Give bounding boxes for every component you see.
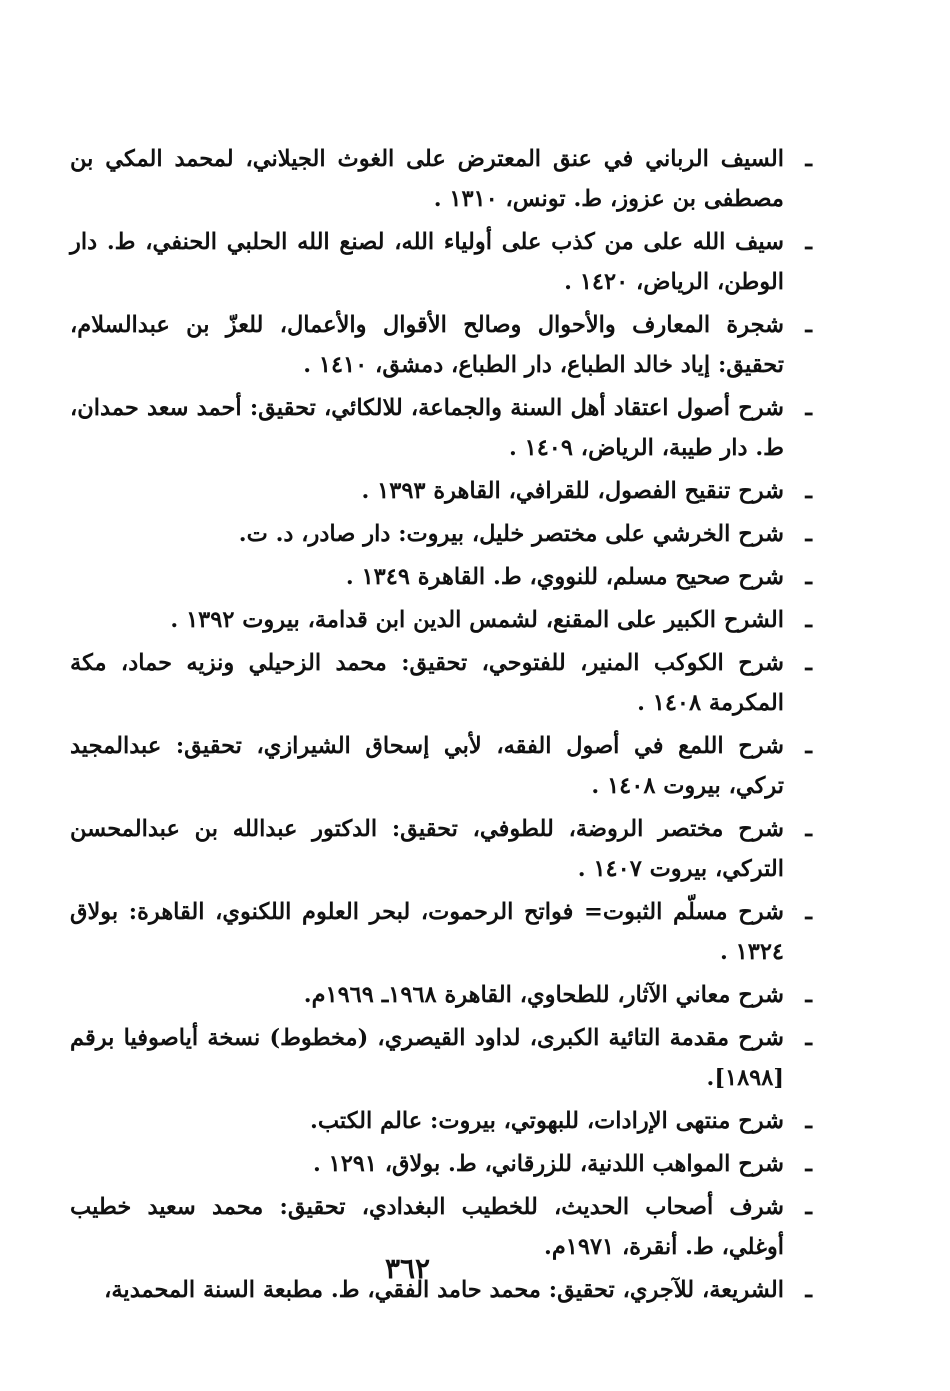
bibliography-entry [70, 1018, 812, 1098]
entry-text: شرح معاني الآثار، للطحاوي، القاهرة ١٩٦٨ـ ١٩٦٩م. [303, 982, 784, 1008]
entry-dash: ـ [805, 607, 812, 633]
bibliography-entry [70, 726, 812, 806]
bibliography-entry [70, 471, 812, 511]
entry-text: شرح مقدمة التائية الكبرى، لداود القيصري، (مخطوط) نسخة أياصوفيا برقم [١٨٩٨]. [70, 1025, 784, 1091]
bibliography-list [70, 139, 812, 1313]
entry-text: شرح الكوكب المنير، للفتوحي، تحقيق: محمد الزحيلي ونزيه حماد، مكة المكرمة ١٤٠٨ . [70, 650, 784, 716]
entry-dash: ـ [805, 982, 812, 1008]
bibliography-entry [70, 1101, 812, 1141]
entry-dash: ـ [805, 1025, 812, 1051]
entry-text: شرح اللمع في أصول الفقه، لأبي إسحاق الشيرازي، تحقيق: عبدالمجيد تركي، بيروت ١٤٠٨ . [70, 733, 784, 799]
entry-dash: ـ [805, 733, 812, 759]
entry-text: شرح أصول اعتقاد أهل السنة والجماعة، للالكائي، تحقيق: أحمد سعد حمدان، ط. دار طيبة، الرياض، ١٤٠٩ . [70, 395, 784, 461]
entry-text: شرح مختصر الروضة، للطوفي، تحقيق: الدكتور عبدالله بن عبدالمحسن التركي، بيروت ١٤٠٧ . [70, 816, 784, 882]
entry-dash: ـ [805, 1108, 812, 1134]
entry-dash: ـ [805, 1277, 812, 1303]
entry-dash: ـ [805, 1194, 812, 1220]
entry-text: السيف الرباني في عنق المعترض على الغوث الجيلاني، لمحمد المكي بن مصطفى بن عزوز، ط. تونس، ١٣١٠ . [70, 146, 784, 212]
entry-text: سيف الله على من كذب على أولياء الله، لصنع الله الحلبي الحنفي، ط. دار الوطن، الرياض، ١٤٢٠ . [70, 229, 784, 295]
entry-dash: ـ [805, 899, 812, 925]
bibliography-entry [70, 809, 812, 889]
entry-dash: ـ [805, 564, 812, 590]
entry-dash: ـ [805, 816, 812, 842]
entry-text: شرح صحيح مسلم، للنووي، ط. القاهرة ١٣٤٩ . [345, 564, 784, 590]
entry-dash: ـ [805, 1151, 812, 1177]
entry-text: شرح مسلّم الثبوت= فواتح الرحموت، لبحر العلوم اللكنوي، القاهرة: بولاق ١٣٢٤ . [70, 899, 784, 965]
entry-text: شرح تنقيح الفصول، للقرافي، القاهرة ١٣٩٣ . [361, 478, 784, 504]
entry-dash: ـ [805, 146, 812, 172]
entry-dash: ـ [805, 521, 812, 547]
bibliography-entry [70, 892, 812, 972]
bibliography-entry [70, 222, 812, 302]
bibliography-entry [70, 305, 812, 385]
bibliography-entry [70, 557, 812, 597]
entry-text: الشريعة، للآجري، تحقيق: محمد حامد الفقي، ط. مطبعة السنة المحمدية، [104, 1277, 784, 1303]
bibliography-entry [70, 388, 812, 468]
entry-text: شجرة المعارف والأحوال وصالح الأقوال والأعمال، للعزّ بن عبدالسلام، تحقيق: إياد خالد الطباع، دار الطباع، دمشق، ١٤١٠ . [70, 312, 784, 378]
entry-dash: ـ [805, 650, 812, 676]
page-number: ٣٦٢ [384, 1252, 431, 1285]
entry-text: شرف أصحاب الحديث، للخطيب البغدادي، تحقيق: محمد سعيد خطيب أوغلي، ط. أنقرة، ١٩٧١م. [70, 1194, 784, 1260]
bibliography-entry [70, 1144, 812, 1184]
entry-text: الشرح الكبير على المقنع، لشمس الدين ابن قدامة، بيروت ١٣٩٢ . [170, 607, 784, 633]
entry-dash: ـ [805, 395, 812, 421]
bibliography-entry [70, 514, 812, 554]
entry-dash: ـ [805, 312, 812, 338]
entry-dash: ـ [805, 478, 812, 504]
bibliography-entry [70, 643, 812, 723]
entry-text: شرح منتهى الإرادات، للبهوتي، بيروت: عالم الكتب. [309, 1108, 784, 1134]
bibliography-entry [70, 975, 812, 1015]
entry-dash: ـ [805, 229, 812, 255]
entry-text: شرح الخرشي على مختصر خليل، بيروت: دار صادر، د. ت. [238, 521, 784, 547]
bibliography-entry [70, 139, 812, 219]
entry-text: شرح المواهب اللدنية، للزرقاني، ط. بولاق، ١٢٩١ . [312, 1151, 784, 1177]
bibliography-entry [70, 600, 812, 640]
